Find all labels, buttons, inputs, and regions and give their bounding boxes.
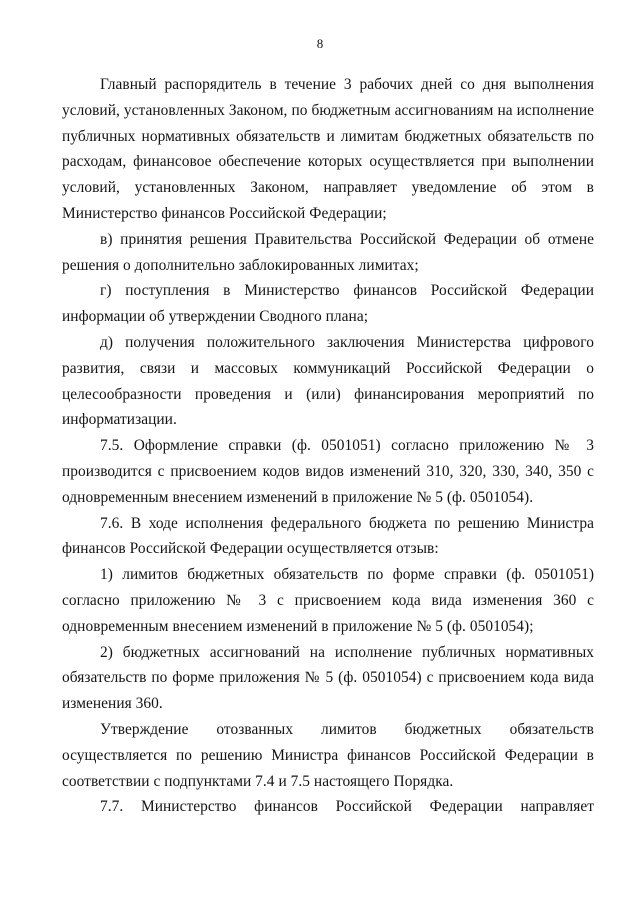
paragraph-7-6: 7.6. В ходе исполнения федерального бюджета по решению Министра финансов Российской Федерации осуществляется отзыв: xyxy=(62,514,594,558)
paragraph-item-g: г) поступления в Министерство финансов Российской Федерации информации об утверждении Сводного плана; xyxy=(62,282,594,326)
paragraph-7-6-item-2: 2) бюджетных ассигнований на исполнение публичных нормативных обязательств по форме приложения № 5 (ф. 0501054) с присвоением кода вида изменения 360. xyxy=(62,643,594,713)
paragraph-main-administrator-notice: Главный распорядитель в течение 3 рабочих дней со дня выполнения условий, установленных Законом, по бюджетным ассигнованиям на исполнение публичных нормативных обязательств и лимитам бюджетных обязательств по расходам, финансовое обеспечение которых осуществляется при выполнении условий, установленных Законом, направляет уведомление об этом в Министерство финансов Российской Федерации; xyxy=(62,76,594,222)
page-number: 8 xyxy=(316,36,324,51)
paragraph-7-7: 7.7. Министерство финансов Российской Федерации направляет xyxy=(100,798,594,816)
paragraph-7-6-item-1: 1) лимитов бюджетных обязательств по форме справки (ф. 0501051) согласно приложению № 3 с присвоением кода вида изменения 360 с одновременным внесением изменений в приложение № 5 (ф. 0501054); xyxy=(62,566,594,635)
paragraph-item-v: в) принятия решения Правительства Российской Федерации об отмене решения о дополнительно заблокированных лимитах; xyxy=(62,230,594,274)
paragraph-7-5: 7.5. Оформление справки (ф. 0501051) согласно приложению № 3 производится с присвоением кодов видов изменений 310, 320, 330, 340, 350 с одновременным внесением изменений в приложение № 5 (ф. 0501054). xyxy=(62,437,594,506)
paragraph-approval-of-withdrawn-limits: Утверждение отозванных лимитов бюджетных обязательств осуществляется по решению Министра финансов Российской Федерации в соответствии с подпунктами 7.4 и 7.5 настоящего Порядка. xyxy=(62,720,594,790)
paragraph-item-d: д) получения положительного заключения Министерства цифрового развития, связи и массовых коммуникаций Российской Федерации о целесообразности проведения и (или) финансирования мероприятий по информатизации. xyxy=(62,333,594,429)
document-body xyxy=(62,72,594,820)
